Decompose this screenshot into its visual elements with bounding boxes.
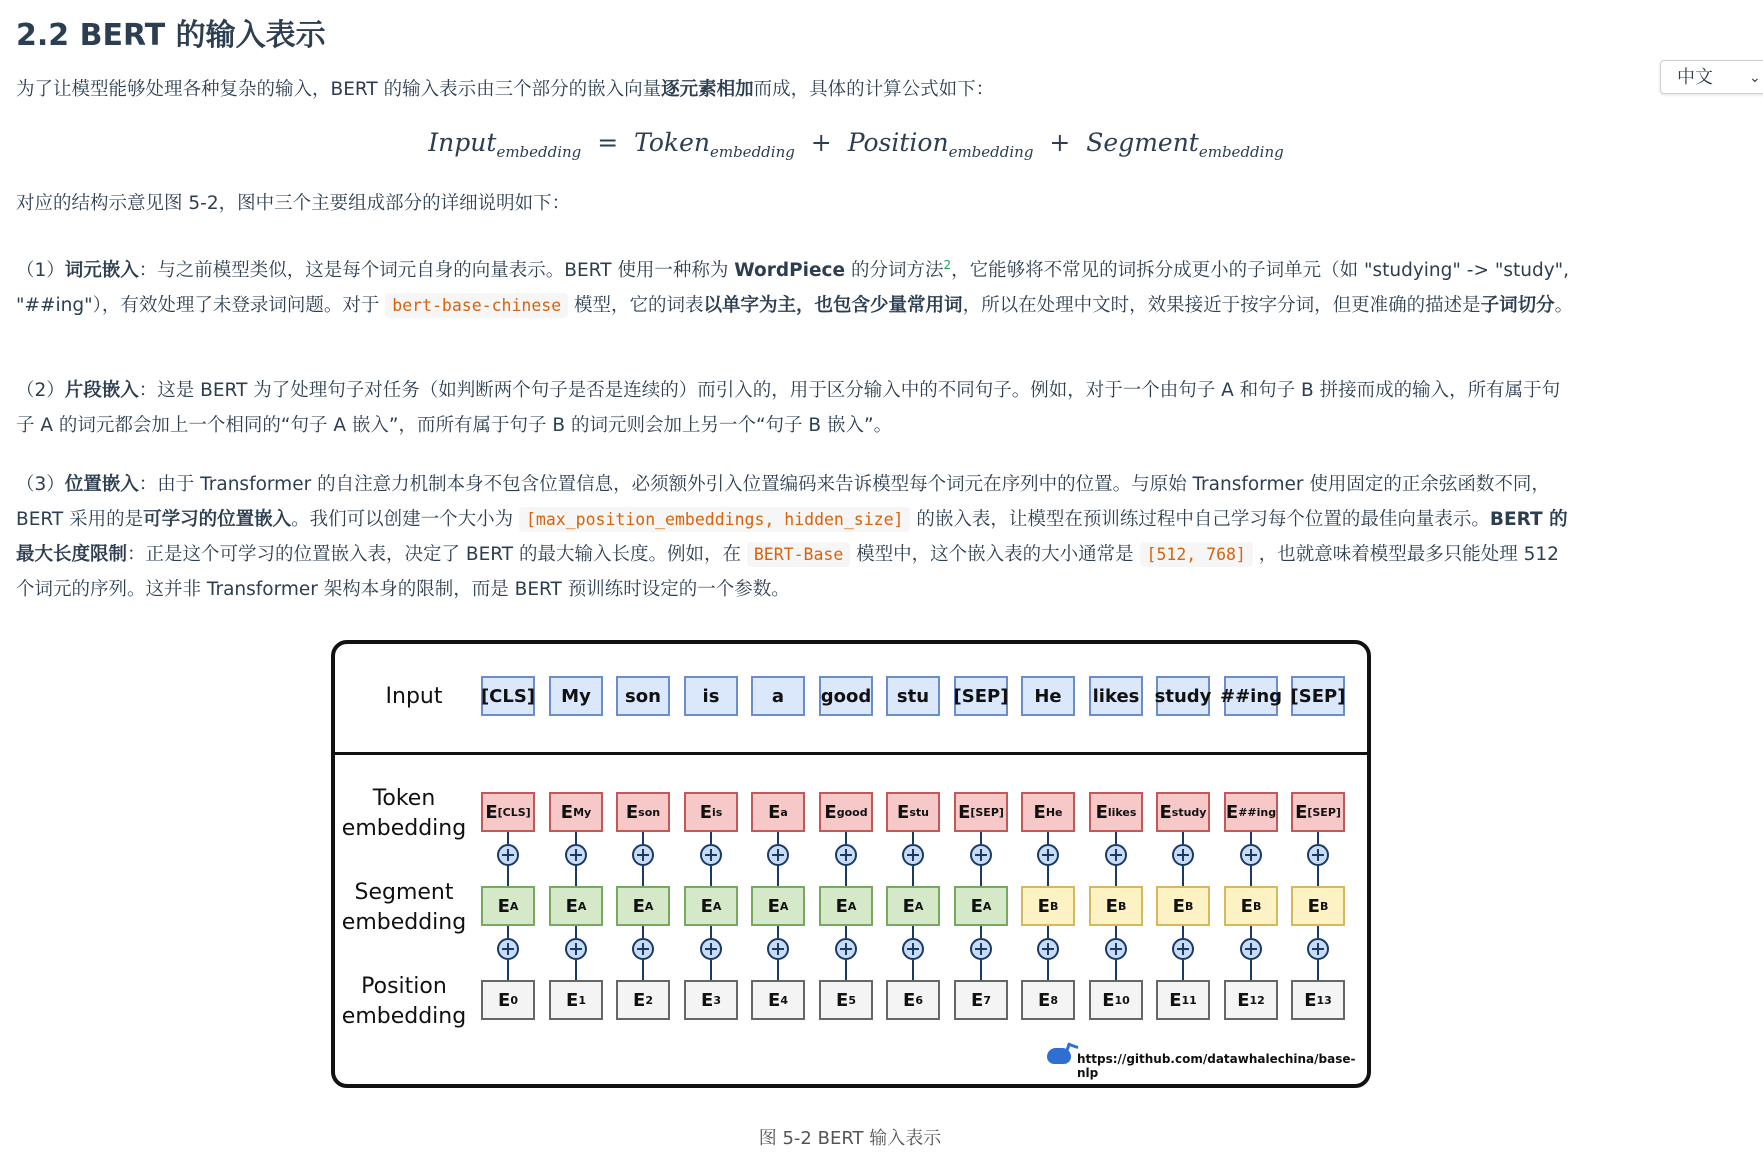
token-embedding-subscript: [SEP]	[1307, 805, 1341, 819]
para2-number: （2）	[16, 380, 65, 401]
input-token-text: son	[625, 685, 661, 707]
segment-embedding-subscript: A	[982, 899, 992, 913]
connector-line	[912, 926, 914, 938]
para1-bold: 子词切分	[1480, 295, 1555, 317]
intro-paragraph	[16, 72, 1696, 107]
token-embedding	[886, 792, 940, 832]
segment-embedding-text: E	[632, 895, 645, 917]
segment-embedding-subscript: B	[1319, 899, 1329, 913]
label-token-embedding	[339, 784, 469, 844]
connector-line	[980, 960, 982, 980]
position-embedding-subscript: 10	[1114, 993, 1130, 1007]
connector-line	[777, 866, 779, 886]
position-embedding	[684, 980, 738, 1020]
position-embedding	[886, 980, 940, 1020]
segment-embedding-subscript: A	[712, 899, 722, 913]
formula-sub: embedding	[1198, 143, 1284, 161]
plus-icon	[1240, 844, 1262, 866]
segment-embedding-text: E	[700, 895, 713, 917]
token-embedding	[954, 792, 1008, 832]
segment-embedding-text: E	[767, 895, 780, 917]
formula-term-token: Token	[634, 128, 710, 157]
input-token	[819, 676, 873, 716]
position-embedding-text: E	[1102, 989, 1115, 1011]
plus-icon	[497, 844, 519, 866]
connector-line	[1317, 832, 1319, 844]
segment-embedding	[616, 886, 670, 926]
position-embedding	[616, 980, 670, 1020]
segment-embedding-subscript: A	[644, 899, 654, 913]
input-token	[1291, 676, 1345, 716]
connector-line	[845, 926, 847, 938]
input-token-text: good	[820, 685, 872, 707]
connector-line	[642, 832, 644, 844]
input-token	[481, 676, 535, 716]
plus-icon	[632, 844, 654, 866]
input-token	[1089, 676, 1143, 716]
connector-line	[575, 832, 577, 844]
connector-line	[1250, 926, 1252, 938]
position-embedding-subscript: 13	[1316, 993, 1332, 1007]
connector-line	[1115, 866, 1117, 886]
token-embedding	[1291, 792, 1345, 832]
paragraph-segment-embedding	[16, 373, 1696, 443]
plus-icon	[700, 844, 722, 866]
segment-embedding-text: E	[1105, 895, 1118, 917]
plus-icon	[1105, 844, 1127, 866]
connector-line	[1115, 832, 1117, 844]
formula-term-segment: Segment	[1086, 128, 1199, 157]
token-embedding	[751, 792, 805, 832]
position-embedding-text: E	[1237, 989, 1250, 1011]
position-embedding	[549, 980, 603, 1020]
connector-line	[1047, 926, 1049, 938]
connector-line	[710, 960, 712, 980]
footnote-link[interactable]: 2	[943, 258, 952, 272]
intro-text-end: 而成，具体的计算公式如下：	[753, 79, 995, 100]
segment-embedding	[549, 886, 603, 926]
position-embedding-subscript: 5	[848, 993, 856, 1007]
segment-embedding	[1291, 886, 1345, 926]
para1-bold: 以单字为主，也包含少量常用词	[703, 295, 963, 317]
connector-line	[912, 960, 914, 980]
connector-line	[777, 960, 779, 980]
para3-bold: BERT 的	[1489, 509, 1568, 530]
token-embedding-subscript: good	[836, 805, 868, 819]
position-embedding-text: E	[1169, 989, 1182, 1011]
position-embedding-text: E	[768, 989, 781, 1011]
input-token-text: a	[771, 685, 785, 707]
figure-caption: 图 5-2 BERT 输入表示	[758, 1128, 942, 1149]
input-token	[751, 676, 805, 716]
connector-line	[1317, 960, 1319, 980]
token-embedding-subscript: is	[711, 805, 723, 819]
connector-line	[1250, 832, 1252, 844]
plus-icon	[1307, 938, 1329, 960]
segment-embedding-subscript: A	[509, 899, 519, 913]
formula-sub: embedding	[496, 143, 582, 161]
token-embedding-text: E	[897, 801, 910, 823]
connector-line	[1182, 866, 1184, 886]
connector-line	[980, 926, 982, 938]
token-embedding-subscript: a	[780, 805, 788, 819]
label-embedding: embedding	[341, 910, 467, 935]
input-token	[1219, 676, 1283, 716]
token-embedding	[616, 792, 670, 832]
token-embedding	[684, 792, 738, 832]
connector-line	[777, 926, 779, 938]
position-embedding-text: E	[903, 989, 916, 1011]
connector-line	[1047, 832, 1049, 844]
connector-line	[845, 832, 847, 844]
plus-icon	[835, 844, 857, 866]
token-embedding	[481, 792, 535, 832]
segment-embedding-subscript: B	[1184, 899, 1194, 913]
segment-embedding-subscript: B	[1252, 899, 1262, 913]
token-embedding-subscript: My	[573, 805, 592, 819]
position-embedding	[751, 980, 805, 1020]
segment-embedding-subscript: A	[914, 899, 924, 913]
intro-bold: 逐元素相加	[661, 79, 754, 100]
chevron-down-icon: ⌄	[1749, 70, 1761, 86]
code-embedding-shape: [max_position_embeddings, hidden_size]	[519, 507, 911, 532]
label-position: Position	[361, 974, 447, 999]
input-token-text: ##ing	[1219, 685, 1283, 707]
section-heading: 2.2 BERT 的输入表示	[16, 18, 326, 53]
para1-bold-wordpiece: WordPiece	[734, 260, 846, 282]
connector-line	[1250, 866, 1252, 886]
token-embedding-text: E	[699, 801, 712, 823]
connector-line	[710, 832, 712, 844]
plus-icon	[1240, 938, 1262, 960]
formula-plus: +	[810, 128, 832, 157]
para3-bold: 最大长度限制	[16, 544, 128, 565]
segment-embedding-text: E	[1307, 895, 1320, 917]
position-embedding-subscript: 6	[915, 993, 923, 1007]
position-embedding	[819, 980, 873, 1020]
position-embedding-text: E	[566, 989, 579, 1011]
token-embedding-subscript: study	[1171, 805, 1207, 819]
segment-embedding	[819, 886, 873, 926]
connector-line	[845, 960, 847, 980]
token-embedding-text: E	[824, 801, 837, 823]
connector-line	[575, 926, 577, 938]
input-token-text: likes	[1092, 685, 1140, 707]
input-token-text: is	[702, 685, 720, 707]
plus-icon	[767, 938, 789, 960]
token-embedding-subscript: stu	[909, 805, 929, 819]
intro-text: 为了让模型能够处理各种复杂的输入，BERT 的输入表示由三个部分的嵌入向量	[16, 79, 662, 100]
para1-text: 的分词方法	[845, 260, 944, 282]
token-embedding-text: E	[1033, 801, 1046, 823]
input-token	[1021, 676, 1075, 716]
token-embedding-subscript: son	[638, 805, 661, 819]
input-token	[684, 676, 738, 716]
plus-icon	[1105, 938, 1127, 960]
connector-line	[642, 960, 644, 980]
label-embedding: embedding	[341, 816, 467, 841]
token-embedding	[1224, 792, 1278, 832]
position-embedding-text: E	[1038, 989, 1051, 1011]
segment-embedding	[751, 886, 805, 926]
token-embedding-text: E	[768, 801, 781, 823]
para1-title: 词元嵌入	[64, 260, 139, 282]
segment-embedding-subscript: A	[779, 899, 789, 913]
token-embedding	[819, 792, 873, 832]
token-embedding-text: E	[958, 801, 971, 823]
token-embedding	[549, 792, 603, 832]
connector-line	[845, 866, 847, 886]
para3-text: 。我们可以创建一个大小为	[291, 509, 519, 530]
plus-icon	[835, 938, 857, 960]
connector-line	[1182, 926, 1184, 938]
label-position-embedding	[339, 972, 469, 1032]
token-embedding-text: E	[560, 801, 574, 823]
connector-line	[1115, 960, 1117, 980]
position-embedding-text: E	[633, 989, 646, 1011]
connector-line	[1182, 832, 1184, 844]
position-embedding	[1156, 980, 1210, 1020]
paragraph-position-embedding	[16, 467, 1696, 607]
plus-icon	[1172, 844, 1194, 866]
plus-icon	[1307, 844, 1329, 866]
segment-embedding-subscript: A	[847, 899, 857, 913]
connector-line	[507, 832, 509, 844]
label-segment: Segment	[354, 880, 454, 905]
plus-icon	[902, 844, 924, 866]
connector-line	[710, 926, 712, 938]
position-embedding-subscript: 4	[780, 993, 788, 1007]
label-input: Input	[385, 684, 443, 709]
connector-line	[777, 832, 779, 844]
token-embedding-text: E	[625, 801, 639, 823]
connector-line	[507, 926, 509, 938]
para1-text: 。	[1554, 295, 1574, 317]
position-embedding-text: E	[836, 989, 849, 1011]
figure-source-url: https://github.com/datawhalechina/base-nlp	[1077, 1052, 1356, 1080]
input-token	[549, 676, 603, 716]
connector-line	[1047, 866, 1049, 886]
segment-embedding-subscript: B	[1117, 899, 1127, 913]
plus-icon	[497, 938, 519, 960]
plus-icon	[1037, 844, 1059, 866]
plus-icon	[970, 938, 992, 960]
input-token	[954, 676, 1008, 716]
segment-embedding-text: E	[1240, 895, 1253, 917]
token-embedding-text: E	[1159, 801, 1172, 823]
segment-embedding-text: E	[565, 895, 578, 917]
segment-embedding	[886, 886, 940, 926]
datawhale-logo-icon	[1047, 1048, 1071, 1064]
input-token-text: [CLS]	[480, 685, 536, 707]
formula-equals: =	[597, 128, 619, 157]
structure-intro: 对应的结构示意见图 5-2，图中三个主要组成部分的详细说明如下：	[16, 193, 571, 214]
plus-icon	[700, 938, 722, 960]
segment-embedding	[1224, 886, 1278, 926]
position-embedding	[1089, 980, 1143, 1020]
embedding-formula	[16, 128, 1696, 161]
plus-icon	[1172, 938, 1194, 960]
segment-embedding	[481, 886, 535, 926]
input-token	[1156, 676, 1210, 716]
input-token	[616, 676, 670, 716]
position-embedding-subscript: 8	[1050, 993, 1058, 1007]
connector-line	[1317, 866, 1319, 886]
input-token-text: study	[1154, 685, 1212, 707]
position-embedding-text: E	[1304, 989, 1317, 1011]
code-bert-base-chinese: bert-base-chinese	[385, 293, 568, 318]
formula-sub: embedding	[709, 143, 795, 161]
para2-text: 子 A 的词元都会加上一个相同的“句子 A 嵌入”，而所有属于句子 B 的词元则会加上另一个“句子 B 嵌入”。	[16, 415, 893, 436]
position-embedding	[1021, 980, 1075, 1020]
connector-line	[1317, 926, 1319, 938]
para3-text: BERT 采用的是	[16, 509, 144, 530]
position-embedding-subscript: 0	[510, 993, 518, 1007]
language-select[interactable]	[1660, 60, 1763, 94]
code-bert-base: BERT-Base	[747, 542, 850, 567]
token-embedding-subscript: He	[1045, 805, 1063, 819]
token-embedding-text: E	[1095, 801, 1108, 823]
position-embedding-text: E	[971, 989, 984, 1011]
para1-text: ：与之前模型类似，这是每个词元自身的向量表示。BERT 使用一种称为	[138, 260, 735, 282]
input-token-text: My	[561, 685, 591, 707]
para2-title: 片段嵌入	[64, 380, 139, 401]
para3-text: 的嵌入表，让模型在预训练过程中自己学习每个位置的最佳向量表示。	[910, 509, 1490, 530]
connector-line	[507, 866, 509, 886]
position-embedding-text: E	[498, 989, 511, 1011]
segment-embedding	[1021, 886, 1075, 926]
para1-text: ，它能够将不常见的词拆分成更小的子词单元（如 "studying" -> "study",	[951, 260, 1570, 282]
token-embedding-text: E	[1225, 801, 1239, 823]
connector-line	[575, 960, 577, 980]
connector-line	[912, 832, 914, 844]
token-embedding-subscript: [SEP]	[970, 805, 1004, 819]
connector-line	[575, 866, 577, 886]
position-embedding	[481, 980, 535, 1020]
token-embedding	[1156, 792, 1210, 832]
formula-term-position: Position	[847, 128, 949, 157]
para2-text: ：这是 BERT 为了处理句子对任务（如判断两个句子是否是连续的）而引入的，用于区分输入中的不同句子。例如，对于一个由句子 A 和句子 B 拼接而成的输入，所有属于句	[138, 380, 1561, 401]
position-embedding-subscript: 2	[645, 993, 653, 1007]
formula-plus: +	[1049, 128, 1071, 157]
bert-input-figure	[331, 640, 1371, 1088]
para1-text: "##ing"），有效处理了未登录词问题。对于	[16, 295, 386, 317]
para3-text: ：正是这个可学习的位置嵌入表，决定了 BERT 的最大输入长度。例如，在	[127, 544, 747, 565]
plus-icon	[902, 938, 924, 960]
para3-title: 位置嵌入	[64, 474, 139, 495]
figure-divider	[335, 752, 1367, 755]
input-token-text: stu	[896, 685, 930, 707]
para1-number: （1）	[16, 260, 65, 282]
token-embedding-subscript: ##ing	[1238, 805, 1277, 819]
position-embedding-subscript: 1	[578, 993, 586, 1007]
segment-embedding-text: E	[1037, 895, 1050, 917]
plus-icon	[632, 938, 654, 960]
segment-embedding	[1156, 886, 1210, 926]
token-embedding-text: E	[1295, 801, 1308, 823]
position-embedding	[954, 980, 1008, 1020]
position-embedding-subscript: 12	[1249, 993, 1265, 1007]
segment-embedding	[1089, 886, 1143, 926]
label-segment-embedding	[339, 878, 469, 938]
position-embedding-subscript: 3	[713, 993, 721, 1007]
segment-embedding	[684, 886, 738, 926]
connector-line	[642, 926, 644, 938]
formula-term-input: Input	[428, 128, 497, 157]
position-embedding-subscript: 7	[983, 993, 991, 1007]
language-select-value: 中文	[1677, 67, 1713, 88]
formula-sub: embedding	[948, 143, 1034, 161]
plus-icon	[970, 844, 992, 866]
position-embedding	[1291, 980, 1345, 1020]
token-embedding	[1089, 792, 1143, 832]
segment-embedding-text: E	[497, 895, 510, 917]
segment-embedding-text: E	[970, 895, 983, 917]
input-token	[886, 676, 940, 716]
segment-embedding-text: E	[1172, 895, 1185, 917]
segment-embedding-text: E	[835, 895, 848, 917]
connector-line	[1047, 960, 1049, 980]
input-token-text: He	[1034, 685, 1062, 707]
segment-embedding-subscript: A	[577, 899, 587, 913]
para3-text: ：由于 Transformer 的自注意力机制本身不包含位置信息，必须额外引入位置编码来告诉模型每个词元在序列中的位置。与原始 Transformer 使用固定的正余弦函数不同，	[138, 474, 1550, 495]
label-embedding: embedding	[341, 1004, 467, 1029]
position-embedding-text: E	[701, 989, 714, 1011]
para3-text: 个词元的序列。这并非 Transformer 架构本身的限制，而是 BERT 预训练时设定的一个参数。	[16, 579, 790, 600]
token-embedding-subscript: likes	[1107, 805, 1137, 819]
connector-line	[642, 866, 644, 886]
token-embedding-text: E	[485, 801, 498, 823]
para3-bold: 可学习的位置嵌入	[143, 509, 292, 530]
label-token: Token	[372, 786, 436, 811]
connector-line	[980, 866, 982, 886]
connector-line	[1250, 960, 1252, 980]
plus-icon	[565, 938, 587, 960]
connector-line	[1115, 926, 1117, 938]
segment-embedding-text: E	[902, 895, 915, 917]
token-embedding	[1021, 792, 1075, 832]
para3-number: （3）	[16, 474, 65, 495]
para3-text: ，也就意味着模型最多只能处理 512	[1252, 544, 1559, 565]
para3-text: 模型中，这个嵌入表的大小通常是	[850, 544, 1140, 565]
paragraph-token-embedding	[16, 248, 1696, 323]
segment-embedding	[954, 886, 1008, 926]
connector-line	[710, 866, 712, 886]
connector-line	[1182, 960, 1184, 980]
plus-icon	[565, 844, 587, 866]
connector-line	[980, 832, 982, 844]
code-512-768: [512, 768]	[1140, 542, 1253, 567]
connector-line	[912, 866, 914, 886]
connector-line	[507, 960, 509, 980]
para1-text: ，所以在处理中文时，效果接近于按字分词，但更准确的描述是	[962, 295, 1481, 317]
input-token-text: [SEP]	[1290, 685, 1346, 707]
plus-icon	[767, 844, 789, 866]
token-embedding-subscript: [CLS]	[497, 805, 531, 819]
para1-text: 模型，它的词表	[568, 295, 704, 317]
position-embedding-subscript: 11	[1181, 993, 1197, 1007]
segment-embedding-subscript: B	[1049, 899, 1059, 913]
input-token-text: [SEP]	[953, 685, 1009, 707]
position-embedding	[1224, 980, 1278, 1020]
plus-icon	[1037, 938, 1059, 960]
